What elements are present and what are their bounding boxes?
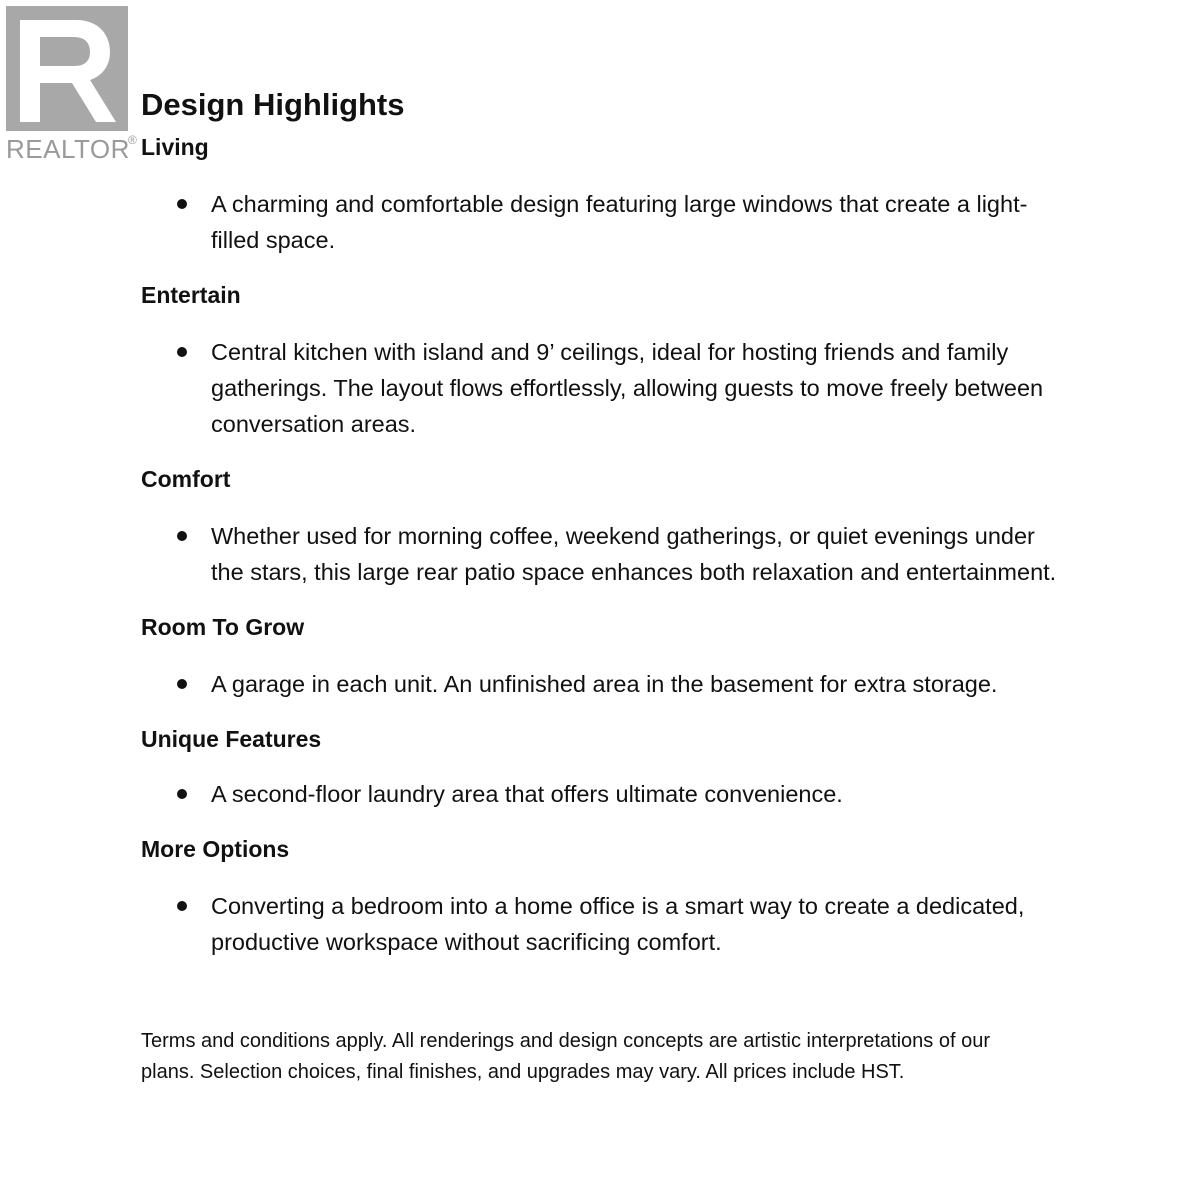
bullet-dot-icon bbox=[177, 789, 187, 799]
realtor-wordmark: REALTOR bbox=[6, 134, 130, 164]
bullet-text: Central kitchen with island and 9’ ceilings, ideal for hosting friends and family gatherings. The layout flows effortlessly, allowing guests to move freely between conversation areas. bbox=[211, 339, 1044, 437]
page-title: Design Highlights bbox=[141, 87, 405, 122]
bullet-text: A garage in each unit. An unfinished area in the basement for extra storage. bbox=[211, 671, 998, 697]
realtor-logo bbox=[6, 6, 138, 162]
bullet-item bbox=[141, 888, 1071, 960]
realtor-r-icon bbox=[6, 6, 128, 131]
bullet-list bbox=[141, 186, 1091, 258]
bullet-list bbox=[141, 776, 1091, 812]
bullet-dot-icon bbox=[177, 679, 187, 689]
bullet-dot-icon bbox=[177, 347, 187, 357]
bullet-text: Whether used for morning coffee, weekend gatherings, or quiet evenings under the stars, this large rear patio space enhances both relaxation and entertainment. bbox=[211, 523, 1057, 585]
section-heading: Unique Features bbox=[141, 726, 322, 752]
registered-mark: ® bbox=[128, 133, 137, 147]
bullet-item bbox=[141, 666, 1071, 702]
bullet-item bbox=[141, 518, 1071, 590]
bullet-dot-icon bbox=[177, 531, 187, 541]
bullet-item bbox=[141, 186, 1071, 258]
section-heading: Entertain bbox=[141, 282, 241, 308]
document-body bbox=[141, 84, 1091, 1088]
bullet-dot-icon bbox=[177, 199, 187, 209]
bullet-item bbox=[141, 776, 1071, 812]
bullet-list bbox=[141, 666, 1091, 702]
bullet-text: A charming and comfortable design featuring large windows that create a light-filled space. bbox=[211, 191, 1028, 253]
sections-container bbox=[141, 132, 1091, 960]
bullet-list bbox=[141, 888, 1091, 960]
section-heading: Living bbox=[141, 134, 209, 160]
bullet-list bbox=[141, 334, 1091, 442]
terms-text: Terms and conditions apply. All renderings and design concepts are artistic interpretations of our plans. Selection choices, final finishes, and upgrades may vary. All prices include HST. bbox=[141, 1030, 990, 1083]
bullet-dot-icon bbox=[177, 901, 187, 911]
bullet-list bbox=[141, 518, 1091, 590]
section-heading: More Options bbox=[141, 836, 290, 862]
realtor-logo-mark bbox=[6, 6, 128, 131]
bullet-item bbox=[141, 334, 1071, 442]
section-heading: Room To Grow bbox=[141, 614, 305, 640]
bullet-text: Converting a bedroom into a home office is a smart way to create a dedicated, productive workspace without sacrificing comfort. bbox=[211, 893, 1025, 955]
section-heading: Comfort bbox=[141, 466, 231, 492]
bullet-text: A second-floor laundry area that offers ultimate convenience. bbox=[211, 781, 843, 807]
